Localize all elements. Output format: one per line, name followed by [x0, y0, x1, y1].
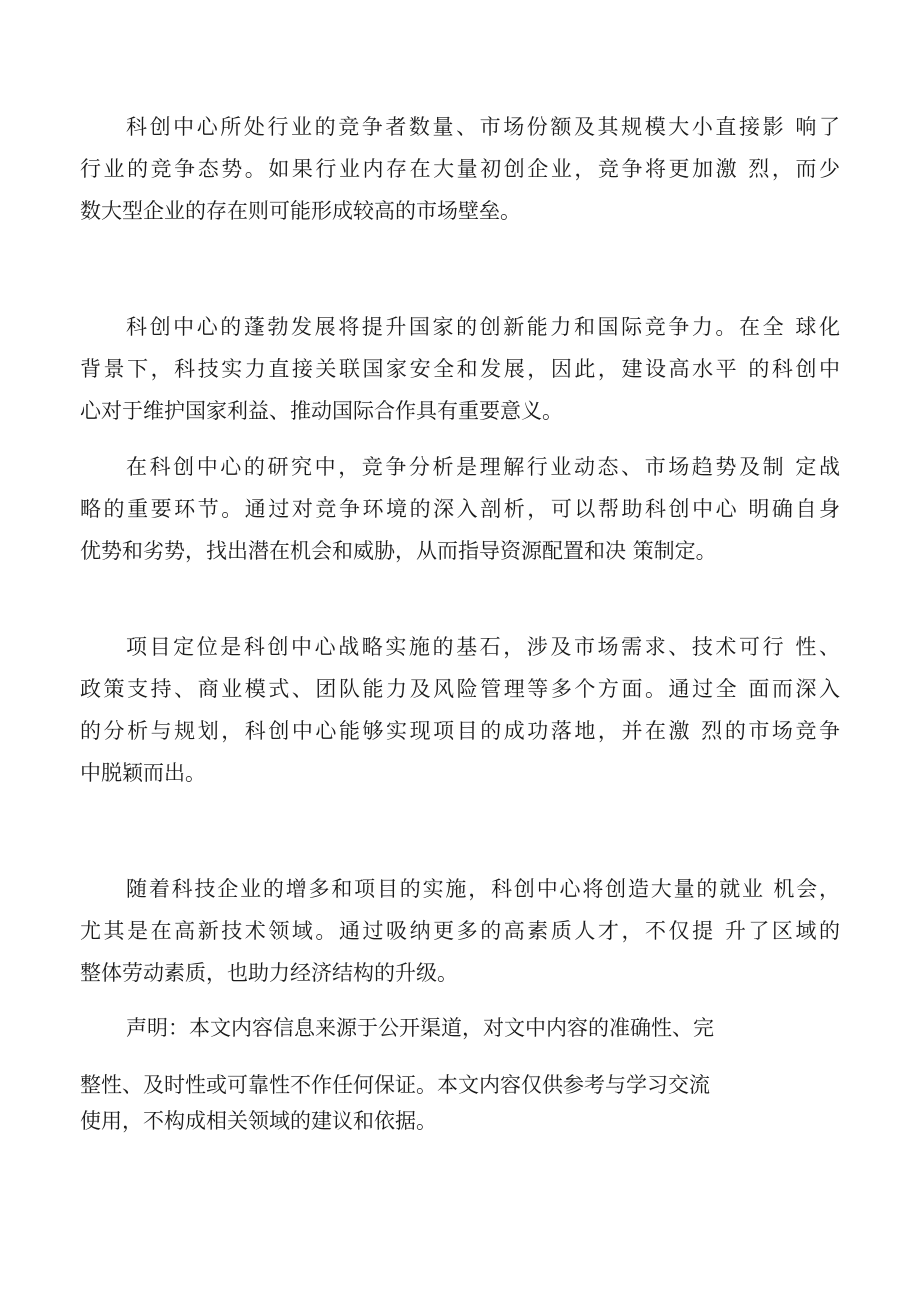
text-line: 数大型企业的存在则可能形成较高的市场壁垒。	[80, 199, 521, 223]
paragraph-project-positioning	[80, 626, 840, 794]
paragraph-national-competitiveness	[80, 306, 840, 432]
text-line: 使用，不构成相关领域的建议和依据。	[80, 1109, 437, 1133]
text-line: 在科创中心的研究中，竞争分析是理解行业动态、市场趋势及制 定战	[126, 455, 840, 479]
paragraph-industry-competition	[80, 106, 840, 232]
text-line: 中脱颖而出。	[80, 761, 206, 785]
text-line: 整性、及时性或可靠性不作任何保证。本文内容仅供参考与学习交流	[80, 1073, 710, 1097]
text-line: 声明：本文内容信息来源于公开渠道，对文中内容的准确性、完	[126, 1016, 714, 1040]
text-line: 优势和劣势，找出潜在机会和威胁，从而指导资源配置和决 策制定。	[80, 539, 717, 563]
text-line: 背景下，科技实力直接关联国家安全和发展，因此，建设高水平 的科创中	[80, 357, 840, 381]
text-line: 项目定位是科创中心战略实施的基石，涉及市场需求、技术可行 性、	[126, 635, 840, 659]
disclaimer	[80, 1007, 840, 1139]
text-line: 心对于维护国家利益、推动国际合作具有重要意义。	[80, 399, 563, 423]
text-line: 科创中心所处行业的竞争者数量、市场份额及其规模大小直接影 响了	[126, 115, 840, 139]
paragraph-competition-analysis	[80, 446, 840, 572]
text-line: 整体劳动素质，也助力经济结构的升级。	[80, 961, 458, 985]
text-line: 随着科技企业的增多和项目的实施，科创中心将创造大量的就业 机会，	[126, 877, 840, 901]
text-line: 科创中心的蓬勃发展将提升国家的创新能力和国际竞争力。在全 球化	[126, 315, 840, 339]
text-line: 政策支持、商业模式、团队能力及风险管理等多个方面。通过全 面而深入	[80, 677, 840, 701]
text-line: 略的重要环节。通过对竞争环境的深入剖析，可以帮助科创中心 明确自身	[80, 497, 840, 521]
paragraph-employment	[80, 868, 840, 994]
text-line: 尤其是在高新技术领域。通过吸纳更多的高素质人才，不仅提 升了区域的	[80, 919, 840, 943]
text-line: 的分析与规划，科创中心能够实现项目的成功落地，并在激 烈的市场竞争	[80, 719, 840, 743]
text-line: 行业的竞争态势。如果行业内存在大量初创企业，竞争将更加激 烈，而少	[80, 157, 840, 181]
